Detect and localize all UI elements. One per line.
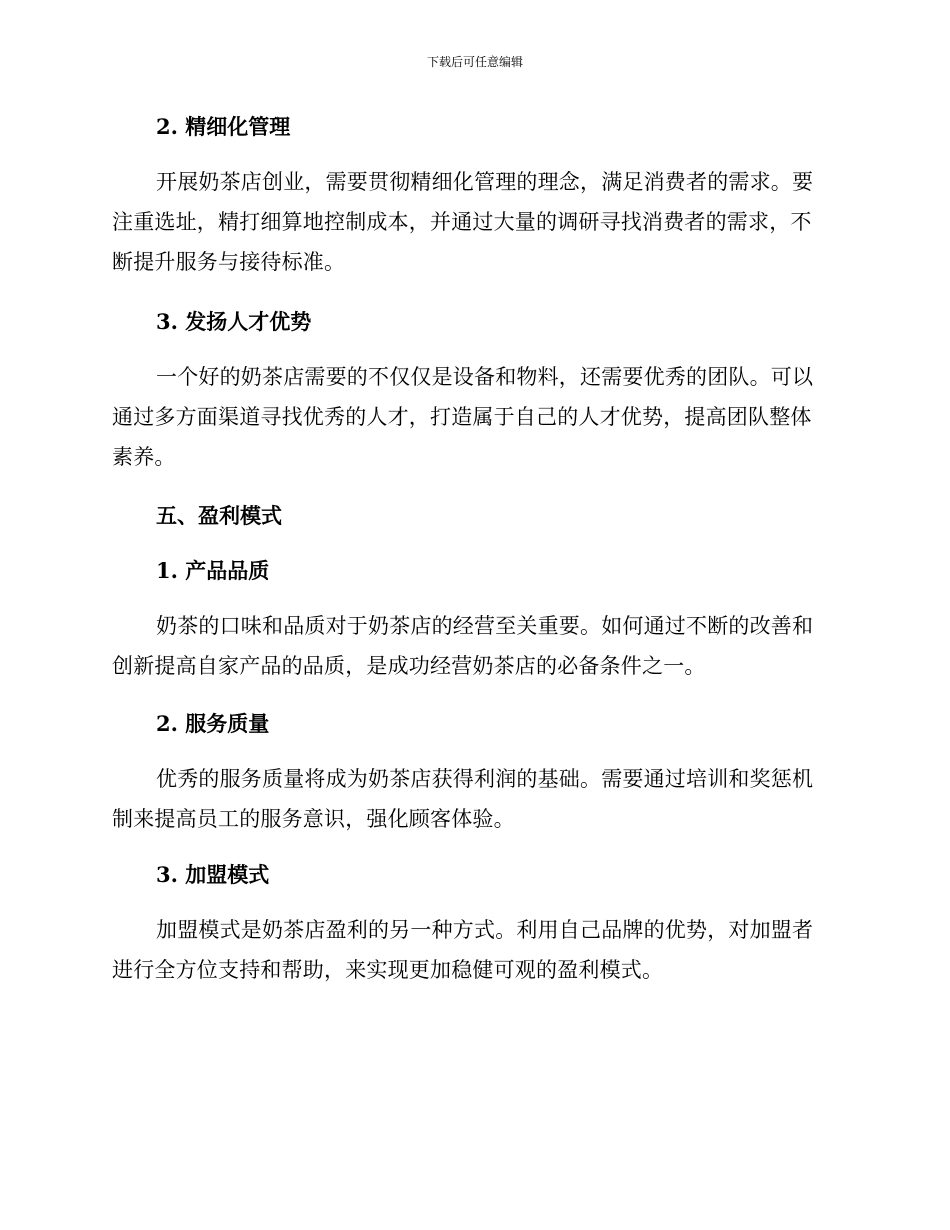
paragraph-talent: 一个好的奶茶店需要的不仅仅是设备和物料，还需要优秀的团队。可以通过多方面渠道寻找优秀的人才，打造属于自己的人才优势，提高团队整体素养。	[112, 365, 814, 469]
section-heading-fine-management: 2. 精细化管理	[156, 114, 291, 139]
section-heading-service-quality: 2. 服务质量	[156, 711, 270, 736]
section-heading-franchise: 3. 加盟模式	[156, 862, 270, 887]
paragraph-fine-management: 开展奶茶店创业，需要贯彻精细化管理的理念，满足消费者的需求。要注重选址，精打细算地控制成本，并通过大量的调研寻找消费者的需求，不断提升服务与接待标准。	[112, 170, 814, 274]
paragraph-service-quality: 优秀的服务质量将成为奶茶店获得利润的基础。需要通过培训和奖惩机制来提高员工的服务意识，强化顾客体验。	[112, 767, 814, 831]
paragraph-product-quality: 奶茶的口味和品质对于奶茶店的经营至关重要。如何通过不断的改善和创新提高自家产品的品质，是成功经营奶茶店的必备条件之一。	[112, 614, 814, 678]
section-heading-product-quality: 1. 产品品质	[156, 558, 270, 583]
page-header: 下载后可任意编辑	[426, 55, 523, 69]
paragraph-franchise: 加盟模式是奶茶店盈利的另一种方式。利用自己品牌的优势，对加盟者进行全方位支持和帮助，来实现更加稳健可观的盈利模式。	[112, 918, 814, 982]
section-heading-talent: 3. 发扬人才优势	[156, 309, 312, 334]
chapter-heading-profit-model: 五、盈利模式	[156, 503, 282, 528]
